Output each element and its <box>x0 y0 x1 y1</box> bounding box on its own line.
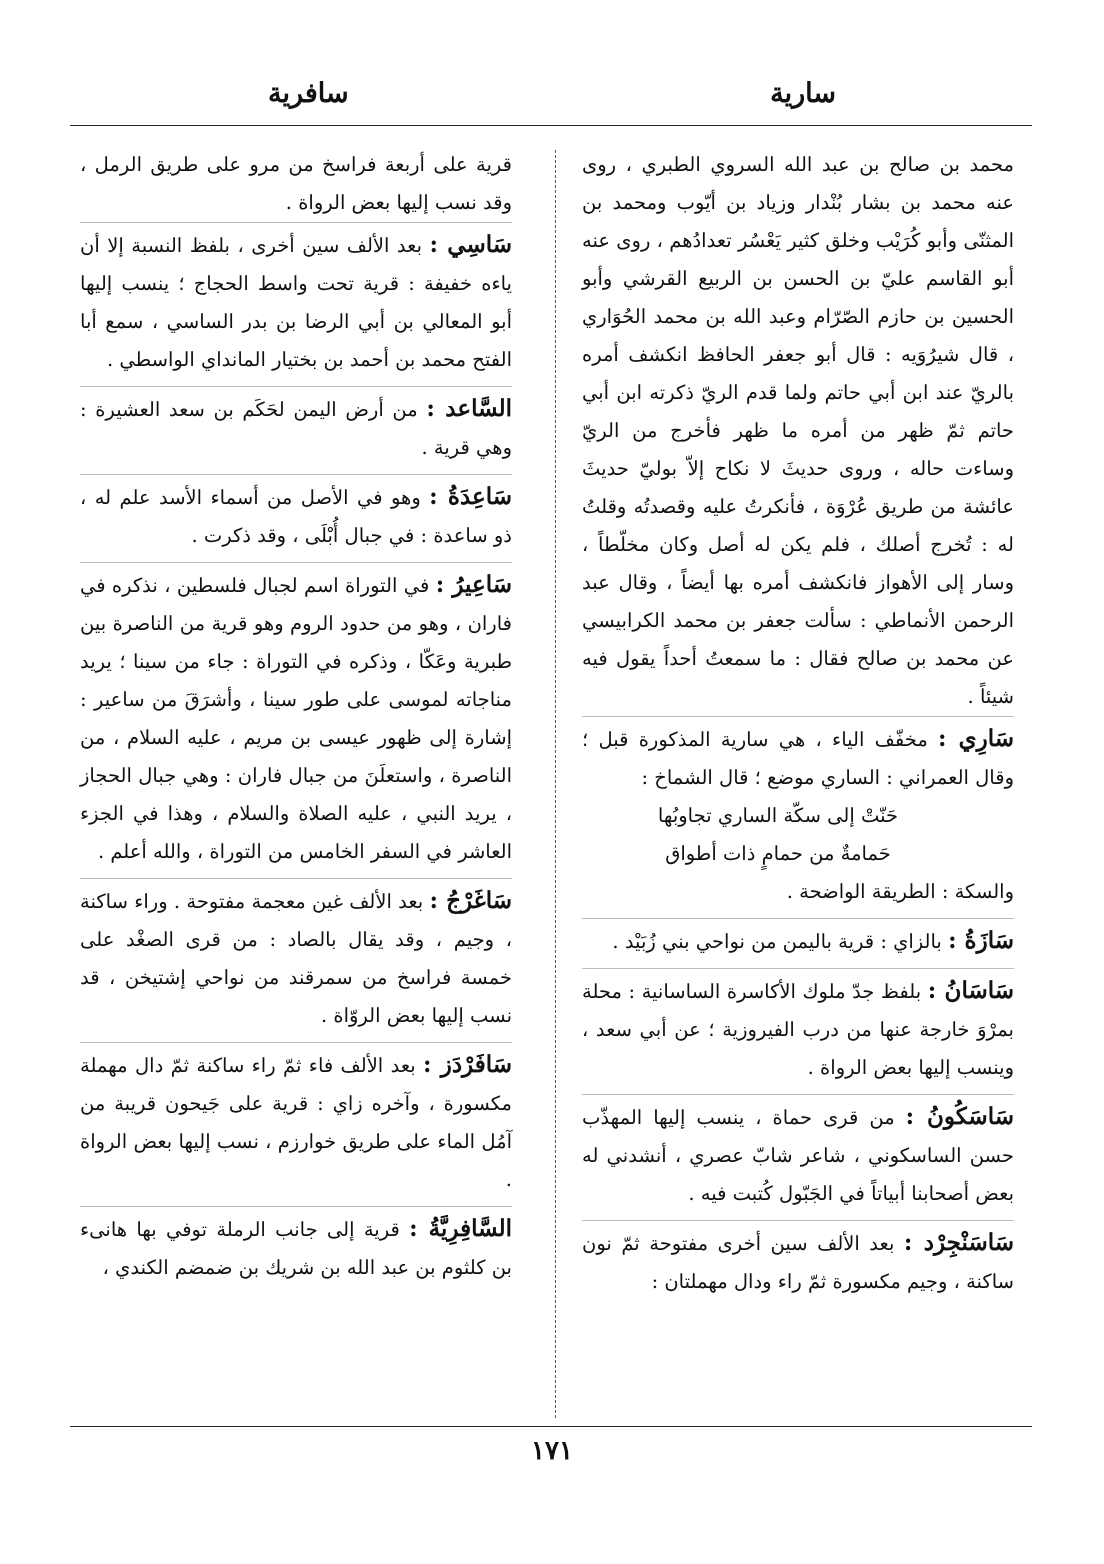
entry-sasan <box>582 968 1014 1087</box>
right-column <box>582 146 1014 1308</box>
entry-headword: سَاسِي : <box>429 231 513 258</box>
entry-saeda <box>80 474 512 555</box>
entry-headword: سَاسَانُ : <box>927 977 1015 1004</box>
entry-headword: سَاسَكُونُ : <box>905 1103 1014 1130</box>
verse-line: حَمامةٌ من حمامٍ ذات أطواق <box>665 842 891 865</box>
column-divider <box>555 150 556 1418</box>
entry-text: بعد الألف فاء ثمّ راء ساكنة ثمّ دال مهملة مكسورة ، وآخره زاي : قرية على جَيحون قريبة من آمُل الماء على طريق خوارزم ، نسب إليها بعض الرواة . <box>80 1054 512 1191</box>
entry-text: من أرض اليمن لحَكَم بن سعد العشيرة : وهي قرية . <box>80 398 512 459</box>
entry-saza <box>582 918 1014 961</box>
entry-headword: سَارِي : <box>938 725 1015 752</box>
verse-line: حَنّتْ إلى سكّة الساري تجاوبُها <box>657 804 899 827</box>
entry-text: وهو في الأصل من أسماء الأسد علم له ، ذو ساعدة : في جبال أُبْلَى ، وقد ذكرت . <box>80 486 512 547</box>
entry-saskun <box>582 1094 1014 1213</box>
entry-continuation: محمد بن صالح بن عبد الله السروي الطبري ، روى عنه محمد بن بشار بُنْدار وزياد بن أيّوب ومحمد بن المثنّى وأبو كُرَيْب وخلق كثير يَعْسُر تعدادُهم ، روى عنه أبو القاسم عليّ بن الحسن بن الربيع القرشي وأبو الحسين بن حازم الصّرّام وعبد الله بن محمد الحُوَاري ، قال شيرُوَيه : قال أبو جعفر الحافظ انكشف أمره بالريّ عند ابن أبي حاتم ولما قدم الريّ ذكرته ابن أبي حاتم ثمّ ظهر من أمره ما ظهر فأخرج من الريّ وساءت حاله ، وروى حديثَ لا نكاح إلاّ بوليّ حديثَ عائشة من طريق عُرْوَة ، فأنكرتُ عليه وقصدتُه وقلتُ له : تُخرج أصلك ، فلم يكن له أصل وكان مخلّطاً ، وسار إلى الأهواز فانكشف أمره بها أيضاً ، وقال عبد الرحمن الأنماطي : سألت جعفر بن محمد الكرابيسي عن محمد بن صالح فقال : ما سمعتُ أحداً يقول فيه شيئاً . <box>582 153 1014 708</box>
entry-headword: سَاغَرْجُ : <box>429 887 512 914</box>
entry-headword: سَاسَنْجِرْد : <box>903 1229 1014 1256</box>
entry-safardaz <box>80 1042 512 1199</box>
running-header-right: سارية <box>770 78 836 109</box>
header-rule <box>70 125 1032 126</box>
entry-sasi <box>80 222 512 379</box>
page-number: ١٧١ <box>531 1436 573 1466</box>
entry-text: من قرى حماة ، ينسب إليها المهذّب حسن الساسكوني ، شاعر شابّ عصري ، أنشدني له بعض أصحابنا أبياتاً في الجَبّول كُتبت فيه . <box>582 1106 1014 1205</box>
footer-rule <box>70 1426 1032 1427</box>
entry-text: بعد الألف سين أخرى مفتوحة ثمّ نون ساكنة ، وجيم مكسورة ثمّ راء ودال مهملتان : <box>582 1232 1014 1293</box>
entry-text: في التوراة اسم لجبال فلسطين ، نذكره في فاران ، وهو من حدود الروم وهو قرية من الناصرة بين طبرية وعَكّا ، وذكره في التوراة : جاء من سينا ؛ يريد مناجاته لموسى على طور سينا ، وأشرَقَ من ساعير : إشارة إلى ظهور عيسى بن مريم ، عليه السلام ، من الناصرة ، واستعلَنَ من جبال فاران : وهي جبال الحجاز ، يريد النبي ، عليه الصلاة والسلام ، وهذا في الجزء العاشر في السفر الخامس من التوراة ، والله أعلم . <box>80 574 512 863</box>
running-header-left: سافرية <box>268 78 349 109</box>
left-column <box>80 146 512 1294</box>
entry-continuation: قرية على أربعة فراسخ من مرو على طريق الرمل ، وقد نسب إليها بعض الرواة . <box>80 153 512 214</box>
entry-sair <box>80 562 512 871</box>
entry-sasanjird <box>582 1220 1014 1301</box>
entry-headword: سَاعِدَةُ : <box>429 483 513 510</box>
entry-headword: السَّاعد : <box>426 395 513 422</box>
entry-text: بعد الألف سين أخرى ، بلفظ النسبة إلا أن ياءه خفيفة : قرية تحت واسط الحجاج ؛ ينسب إليها أبو المعالي بن أبي الرضا بن بدر الساسي ، سمع أبا الفتح محمد بن أحمد بن بختيار المانداي الواسطي . <box>80 234 512 371</box>
entry-headword: السَّافِرِيَّةُ : <box>409 1215 512 1242</box>
entry-text: مخفّف الياء ، هي سارية المذكورة قبل ؛ وقال العمراني : الساري موضع ؛ قال الشماخ : <box>582 728 1014 789</box>
entry-safiriya <box>80 1206 512 1287</box>
entry-text: بلفظ جدّ ملوك الأكاسرة الساسانية : محلة بمرْوَ خارجة عنها من درب الفيروزية ؛ عن أبي سعد ، وينسب إليها بعض الرواة . <box>582 980 1014 1079</box>
entry-headword: سَافَرْدَز : <box>423 1051 513 1078</box>
entry-sagharj <box>80 878 512 1035</box>
entry-text: بعد الألف غين معجمة مفتوحة . وراء ساكنة ، وجيم ، وقد يقال بالصاد : من قرى الصغْد على خمسة فراسخ من سمرقند من نواحي إشتيخن ، قد نسب إليها بعض الروّاة . <box>80 890 512 1027</box>
entry-headword: سَاعِيرُ : <box>435 571 513 598</box>
entry-text: بالزاي : قرية باليمن من نواحي بني زُبَيْد . <box>612 930 942 953</box>
entry-sari <box>582 716 1014 911</box>
entry-saed <box>80 386 512 467</box>
entry-headword: سَازَةُ : <box>948 927 1014 954</box>
entry-text: والسكة : الطريقة الواضحة . <box>786 880 1014 903</box>
entry-text: قرية إلى جانب الرملة توفي بها هانىء بن كلثوم بن عبد الله بن شريك بن ضمضم الكندي ، <box>80 1218 512 1279</box>
